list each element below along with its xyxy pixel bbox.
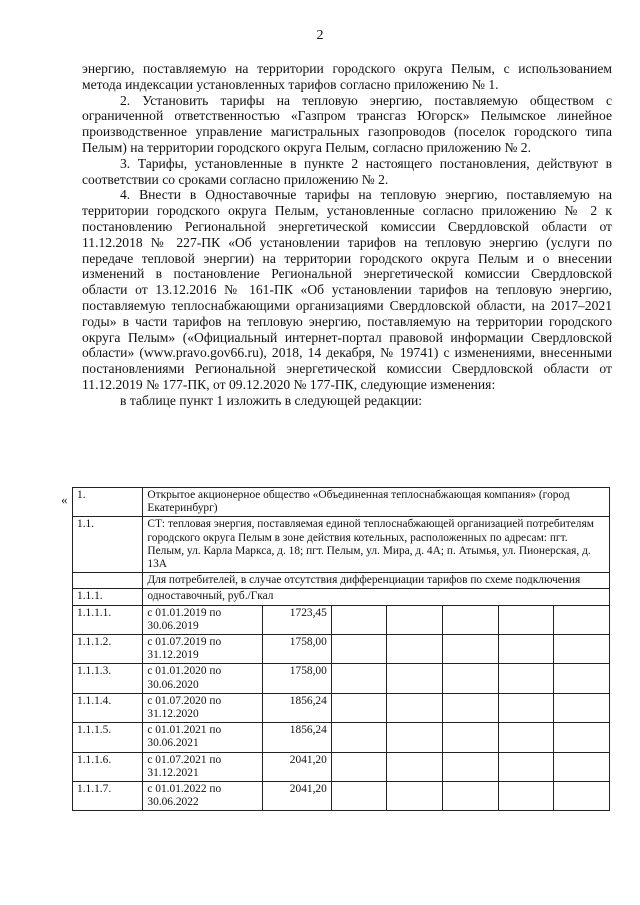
cell-value: 1758,00 bbox=[262, 664, 331, 693]
cell-empty bbox=[331, 664, 387, 693]
cell-empty bbox=[498, 693, 554, 722]
cell-empty bbox=[443, 605, 499, 634]
opening-quote-mark: « bbox=[61, 492, 68, 507]
cell-empty bbox=[387, 693, 443, 722]
paragraph-table-intro: в таблице пункт 1 изложить в следующей редакции: bbox=[120, 392, 423, 408]
cell-row-num: 1.1.1.4. bbox=[73, 693, 143, 722]
cell-empty bbox=[554, 723, 610, 752]
cell-period: с 01.01.2020 по 30.06.2020 bbox=[143, 664, 262, 693]
cell-row-num: 1.1.1.7. bbox=[73, 782, 143, 811]
cell-service-name: СТ: тепловая энергия, поставляемая единой теплоснабжающей организацией потребителям городского округа Пелым в зоне действия котельных, расположенных по адресам: пгт. Пелым, ул. Карла Маркса, д. 18; пгт. Пелым, ул. Мира, д. 4А; п. Атымья, ул. Пионерская, д. 13А bbox=[143, 517, 610, 573]
table-row-consumers bbox=[73, 573, 610, 589]
paragraph-item-4: 4. Внести в Одноставочные тарифы на тепловую энергию, поставляемую на территории городского округа Пелым, установленные согласно приложению № 2 к постановлению Региональной энергетической комиссии Свердловской области от 11.12.2018 № 227-ПК «Об установлении тарифов на тепловую энергию (услуги по передаче тепловой энергии) на территории городского округа Пелым и о внесении изменений в постановление Региональной энергетической комиссии Свердловской области от 13.12.2016 № 161-ПК «Об установлении тарифов на тепловую энергию, поставляемую теплоснабжающими организациями Свердловской области, на 2017–2021 годы» в части тарифов на тепловую энергию, поставляемую на территории городского округа Пелым» («Официальный интернет-портал правовой информации Свердловской области» (www.pravo.gov66.ru), 2018, 14 декабря, № 19741) с изменениями, внесенными постановлениями Региональной энергетической комиссии Свердловской области от 11.12.2019 № 177-ПК, от 09.12.2020 № 177-ПК, следующие изменения: bbox=[82, 187, 612, 392]
table-row-org bbox=[73, 488, 610, 517]
cell-empty bbox=[554, 782, 610, 811]
cell-period: с 01.07.2021 по 31.12.2021 bbox=[143, 752, 262, 781]
cell-empty bbox=[443, 782, 499, 811]
cell-period: с 01.07.2020 по 31.12.2020 bbox=[143, 693, 262, 722]
cell-empty bbox=[443, 723, 499, 752]
cell-row-num: 1.1.1.3. bbox=[73, 664, 143, 693]
cell-empty bbox=[387, 605, 443, 634]
table-row bbox=[73, 664, 610, 693]
cell-empty bbox=[498, 605, 554, 634]
cell-row-num: 1.1.1.1. bbox=[73, 605, 143, 634]
tariff-table bbox=[72, 487, 610, 811]
table-row bbox=[73, 605, 610, 634]
cell-empty bbox=[331, 782, 387, 811]
cell-empty bbox=[387, 635, 443, 664]
table-row bbox=[73, 723, 610, 752]
cell-empty bbox=[554, 693, 610, 722]
cell-empty bbox=[387, 664, 443, 693]
cell-empty bbox=[498, 782, 554, 811]
cell-consumers-note: Для потребителей, в случае отсутствия дифференциации тарифов по схеме подключения bbox=[143, 573, 610, 589]
table-row-service bbox=[73, 517, 610, 573]
table-row-rate-type bbox=[73, 589, 610, 605]
cell-org-num: 1. bbox=[73, 488, 143, 517]
paragraph-item-2: 2. Установить тарифы на тепловую энергию, поставляемую обществом с ограниченной ответственностью «Газпром трансгаз Югорск» Пелымское линейное производственное управление магистральных газопроводов (поселок городского типа Пелым) на территории городского округа Пелым, согласно приложению № 2. bbox=[82, 92, 612, 155]
cell-org-name: Открытое акционерное общество «Объединенная теплоснабжающая компания» (город Екатеринбург) bbox=[143, 488, 610, 517]
cell-rate-num: 1.1.1. bbox=[73, 589, 143, 605]
cell-empty bbox=[387, 782, 443, 811]
table-row bbox=[73, 782, 610, 811]
cell-value: 1723,45 bbox=[262, 605, 331, 634]
cell-value: 2041,20 bbox=[262, 782, 331, 811]
cell-empty bbox=[498, 664, 554, 693]
cell-empty bbox=[554, 635, 610, 664]
cell-empty bbox=[387, 723, 443, 752]
cell-service-num: 1.1. bbox=[73, 517, 143, 573]
cell-row-num: 1.1.1.2. bbox=[73, 635, 143, 664]
page-number: 2 bbox=[316, 28, 324, 43]
cell-empty bbox=[331, 635, 387, 664]
cell-empty bbox=[387, 752, 443, 781]
cell-empty bbox=[554, 605, 610, 634]
cell-period: с 01.01.2021 по 30.06.2021 bbox=[143, 723, 262, 752]
cell-value: 1856,24 bbox=[262, 693, 331, 722]
cell-empty bbox=[331, 605, 387, 634]
cell-empty bbox=[331, 723, 387, 752]
table-row bbox=[73, 635, 610, 664]
cell-empty bbox=[554, 752, 610, 781]
body-text bbox=[82, 61, 612, 409]
cell-empty bbox=[331, 693, 387, 722]
cell-value: 1856,24 bbox=[262, 723, 331, 752]
table-row bbox=[73, 752, 610, 781]
cell-empty bbox=[443, 752, 499, 781]
cell-period: с 01.01.2019 по 30.06.2019 bbox=[143, 605, 262, 634]
cell-empty bbox=[443, 693, 499, 722]
cell-period: с 01.01.2022 по 30.06.2022 bbox=[143, 782, 262, 811]
cell-empty bbox=[443, 635, 499, 664]
cell-empty bbox=[331, 752, 387, 781]
cell-row-num: 1.1.1.6. bbox=[73, 752, 143, 781]
cell-row-num: 1.1.1.5. bbox=[73, 723, 143, 752]
table-row bbox=[73, 693, 610, 722]
cell-value: 2041,20 bbox=[262, 752, 331, 781]
cell-empty bbox=[554, 664, 610, 693]
cell-empty bbox=[443, 664, 499, 693]
cell-empty bbox=[498, 752, 554, 781]
cell-period: с 01.07.2019 по 31.12.2019 bbox=[143, 635, 262, 664]
cell-rate-name: одноставочный, руб./Гкал bbox=[143, 589, 610, 605]
cell-value: 1758,00 bbox=[262, 635, 331, 664]
cell-empty bbox=[498, 635, 554, 664]
paragraph-item-3: 3. Тарифы, установленные в пункте 2 настоящего постановления, действуют в соответствии со сроками согласно приложению № 2. bbox=[82, 155, 612, 187]
cell-empty bbox=[498, 723, 554, 752]
paragraph-continued: энергию, поставляемую на территории городского округа Пелым, с использованием метода индексации установленных тарифов согласно приложению № 1. bbox=[82, 61, 612, 92]
